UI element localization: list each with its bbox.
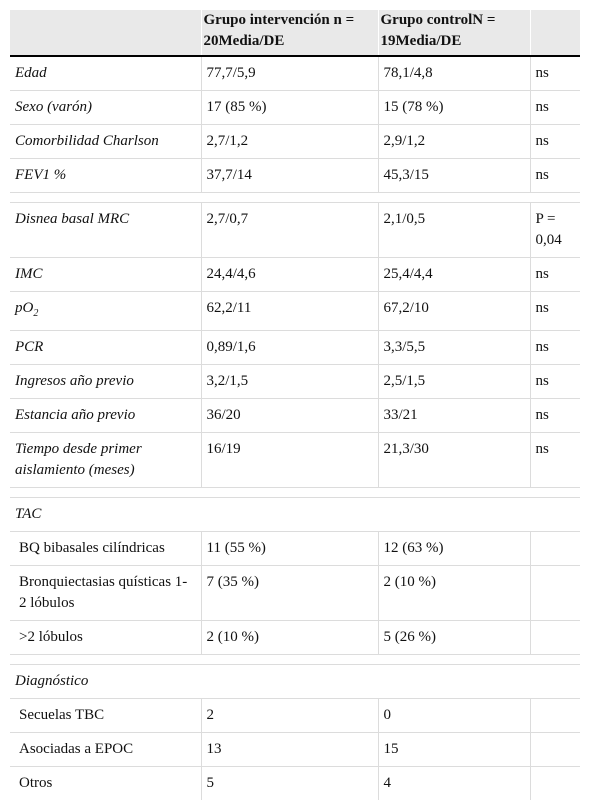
p-value: ns [530, 258, 580, 292]
control-value: 67,2/10 [378, 292, 530, 331]
control-value: 5 (26 %) [378, 621, 530, 655]
table-row [10, 699, 580, 733]
intervention-value: 11 (55 %) [201, 532, 378, 566]
p-value [530, 699, 580, 733]
p-value [530, 621, 580, 655]
section-title: TAC [10, 498, 580, 532]
section-title: Diagnóstico [10, 665, 580, 699]
intervention-value: 2 (10 %) [201, 621, 378, 655]
intervention-value: 3,2/1,5 [201, 365, 378, 399]
section-row-tac [10, 498, 580, 532]
p-value: ns [530, 292, 580, 331]
row-label: Comorbilidad Charlson [10, 125, 201, 159]
table-row [10, 91, 580, 125]
table-row [10, 331, 580, 365]
header-control-group: Grupo controlN = 19Media/DE [378, 10, 530, 56]
table-row [10, 532, 580, 566]
comparison-table [10, 10, 580, 800]
control-value: 15 [378, 733, 530, 767]
p-value: ns [530, 331, 580, 365]
table-row [10, 399, 580, 433]
table-row [10, 566, 580, 621]
intervention-value: 2,7/1,2 [201, 125, 378, 159]
p-value [530, 566, 580, 621]
row-label: BQ bibasales cilíndricas [10, 532, 201, 566]
row-label: Estancia año previo [10, 399, 201, 433]
table-header [10, 10, 580, 56]
row-label [10, 292, 201, 331]
row-label: Sexo (varón) [10, 91, 201, 125]
p-value: ns [530, 365, 580, 399]
row-label-text: pO [15, 300, 33, 316]
row-label: Bronquiectasias quísticas 1-2 lóbulos [10, 566, 201, 621]
control-value: 0 [378, 699, 530, 733]
table-container [10, 10, 580, 800]
header-label-column [10, 10, 201, 56]
p-value: ns [530, 125, 580, 159]
table-row [10, 733, 580, 767]
table-row [10, 159, 580, 193]
p-value [530, 767, 580, 800]
row-label: Ingresos año previo [10, 365, 201, 399]
control-value: 25,4/4,4 [378, 258, 530, 292]
intervention-value: 7 (35 %) [201, 566, 378, 621]
control-value: 2,9/1,2 [378, 125, 530, 159]
table-row [10, 767, 580, 800]
table-row [10, 56, 580, 91]
intervention-value: 5 [201, 767, 378, 800]
header-p-value [530, 10, 580, 56]
row-label: >2 lóbulos [10, 621, 201, 655]
control-value: 2 (10 %) [378, 566, 530, 621]
row-label: Disnea basal MRC [10, 203, 201, 258]
intervention-value: 2,7/0,7 [201, 203, 378, 258]
table-row [10, 621, 580, 655]
control-value: 3,3/5,5 [378, 331, 530, 365]
control-value: 21,3/30 [378, 433, 530, 488]
p-value: ns [530, 433, 580, 488]
control-value: 33/21 [378, 399, 530, 433]
header-intervention-group: Grupo intervención n = 20Media/DE [201, 10, 378, 56]
control-value: 45,3/15 [378, 159, 530, 193]
p-value: ns [530, 159, 580, 193]
intervention-value: 37,7/14 [201, 159, 378, 193]
row-label: FEV1 % [10, 159, 201, 193]
row-label: IMC [10, 258, 201, 292]
control-value: 2,5/1,5 [378, 365, 530, 399]
table-row [10, 433, 580, 488]
header-row [10, 10, 580, 56]
p-value [530, 733, 580, 767]
spacer-row [10, 193, 580, 203]
p-value [530, 532, 580, 566]
table-row [10, 203, 580, 258]
intervention-value: 2 [201, 699, 378, 733]
control-value: 2,1/0,5 [378, 203, 530, 258]
control-value: 15 (78 %) [378, 91, 530, 125]
control-value: 4 [378, 767, 530, 800]
spacer-row [10, 655, 580, 665]
table-row [10, 125, 580, 159]
intervention-value: 16/19 [201, 433, 378, 488]
row-label: PCR [10, 331, 201, 365]
table-body [10, 56, 580, 800]
control-value: 78,1/4,8 [378, 56, 530, 91]
row-label-subscript: 2 [33, 308, 38, 319]
intervention-value: 17 (85 %) [201, 91, 378, 125]
row-label: Edad [10, 56, 201, 91]
intervention-value: 24,4/4,6 [201, 258, 378, 292]
intervention-value: 0,89/1,6 [201, 331, 378, 365]
intervention-value: 13 [201, 733, 378, 767]
intervention-value: 62,2/11 [201, 292, 378, 331]
p-value: ns [530, 91, 580, 125]
row-label: Asociadas a EPOC [10, 733, 201, 767]
table-row [10, 365, 580, 399]
table-row [10, 292, 580, 331]
section-row-diagnostico [10, 665, 580, 699]
row-label: Secuelas TBC [10, 699, 201, 733]
row-label: Otros [10, 767, 201, 800]
table-row [10, 258, 580, 292]
row-label: Tiempo desde primer aislamiento (meses) [10, 433, 201, 488]
p-value: ns [530, 56, 580, 91]
spacer-row [10, 488, 580, 498]
intervention-value: 77,7/5,9 [201, 56, 378, 91]
p-value: ns [530, 399, 580, 433]
p-value: P = 0,04 [530, 203, 580, 258]
control-value: 12 (63 %) [378, 532, 530, 566]
intervention-value: 36/20 [201, 399, 378, 433]
